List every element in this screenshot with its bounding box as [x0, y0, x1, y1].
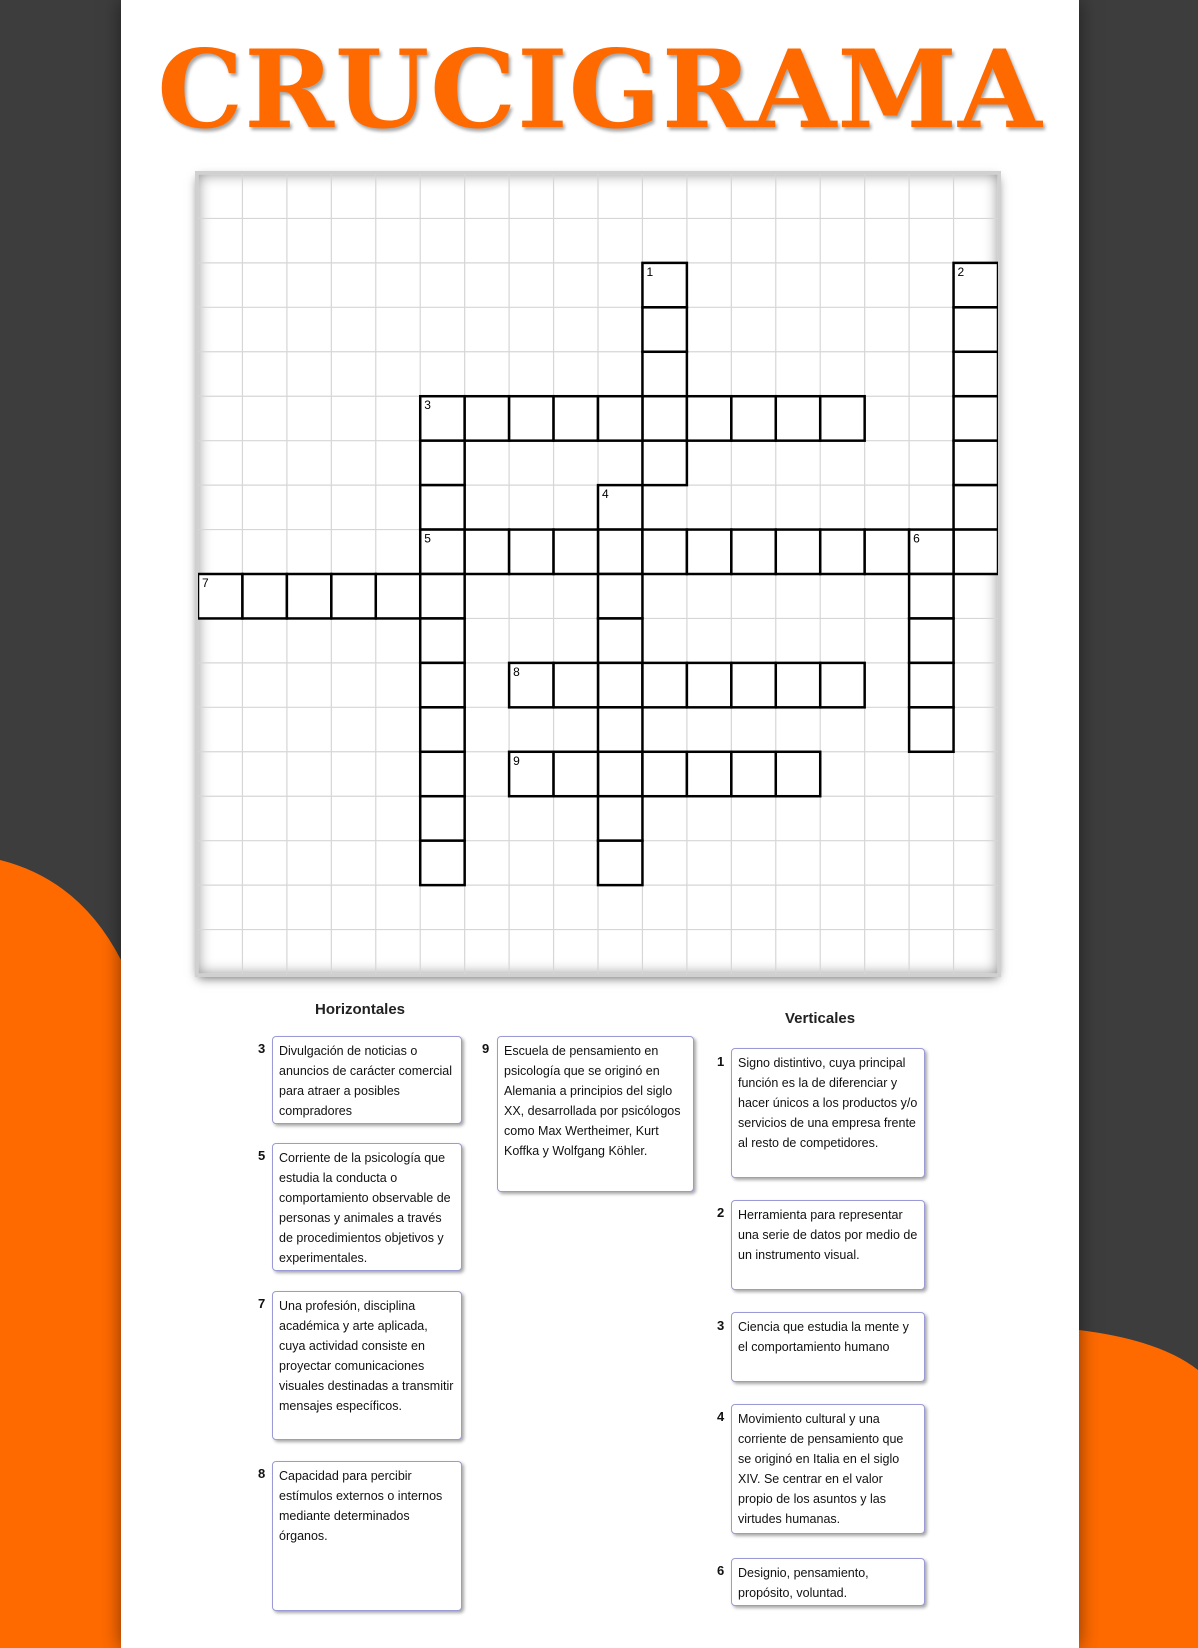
answer-cell[interactable] — [820, 530, 864, 574]
answer-cell[interactable] — [598, 574, 642, 618]
answer-cell[interactable] — [331, 574, 375, 618]
answer-cell[interactable] — [509, 530, 553, 574]
answer-cell[interactable] — [642, 663, 686, 707]
answer-cell[interactable] — [776, 663, 820, 707]
answer-cell[interactable] — [420, 752, 464, 796]
answer-cell[interactable] — [865, 530, 909, 574]
crossword-svg — [198, 174, 998, 974]
answer-cell[interactable] — [954, 441, 998, 485]
answer-cell[interactable] — [687, 752, 731, 796]
answer-cell[interactable] — [509, 396, 553, 440]
answer-cell[interactable] — [731, 530, 775, 574]
clue-number: 8 — [258, 1466, 266, 1481]
answer-cell[interactable] — [420, 663, 464, 707]
answer-cell[interactable] — [420, 796, 464, 840]
answer-cell[interactable] — [242, 574, 286, 618]
cell-number: 3 — [424, 398, 431, 413]
clue-number: 7 — [258, 1296, 266, 1311]
answer-cell[interactable] — [420, 441, 464, 485]
cell-number: 4 — [602, 487, 609, 502]
answer-cell[interactable] — [598, 752, 642, 796]
answer-cell[interactable] — [954, 530, 998, 574]
clue-number: 2 — [717, 1205, 725, 1220]
clue-number: 6 — [717, 1563, 725, 1578]
cell-number: 2 — [957, 264, 965, 279]
clue-across-9: Escuela de pensamiento en psicología que se originó en Alemania a principios del siglo XX, desarrollada por psicólogos como Max Wertheimer, Kurt Koffka y Wolfgang Köhler. — [497, 1036, 694, 1192]
answer-cell[interactable] — [598, 707, 642, 751]
answer-cell[interactable] — [909, 663, 953, 707]
answer-cell[interactable] — [420, 618, 464, 662]
answer-cell[interactable] — [465, 530, 509, 574]
answer-cell[interactable] — [554, 663, 598, 707]
cell-number: 5 — [424, 531, 431, 546]
clue-down-6: Designio, pensamiento, propósito, voluntad. — [731, 1558, 925, 1606]
crossword-grid — [198, 174, 998, 974]
answer-cell[interactable] — [954, 396, 998, 440]
answer-cell[interactable] — [420, 707, 464, 751]
clue-number: 5 — [258, 1148, 266, 1163]
answer-cell[interactable] — [376, 574, 420, 618]
clue-down-4: Movimiento cultural y una corriente de pensamiento que se originó en Italia en el siglo XIV. Se centrar en el valor propio de los asuntos y las virtudes humanas. — [731, 1404, 925, 1534]
answer-cell[interactable] — [598, 796, 642, 840]
page-title: CRUCIGRAMA — [157, 27, 1043, 153]
answer-cell[interactable] — [776, 530, 820, 574]
answer-cell[interactable] — [954, 352, 998, 396]
answer-cell[interactable] — [554, 396, 598, 440]
answer-cell[interactable] — [954, 485, 998, 529]
answer-cell[interactable] — [642, 307, 686, 351]
answer-cell[interactable] — [642, 352, 686, 396]
clue-across-7: Una profesión, disciplina académica y arte aplicada, cuya actividad consiste en proyectar comunicaciones visuales destinadas a transmitir mensajes específicos. — [272, 1291, 462, 1440]
clue-across-3: Divulgación de noticias o anuncios de carácter comercial para atraer a posibles compradores — [272, 1036, 462, 1124]
answer-cell[interactable] — [465, 396, 509, 440]
answer-cell[interactable] — [642, 752, 686, 796]
left-orange-wave — [0, 860, 121, 1648]
answer-cell[interactable] — [909, 707, 953, 751]
clue-across-5: Corriente de la psicología que estudia la conducta o comportamiento observable de personas y animales a través de procedimientos objetivos y experimentales. — [272, 1143, 462, 1271]
answer-cell[interactable] — [731, 752, 775, 796]
answer-cell[interactable] — [642, 441, 686, 485]
cell-number: 8 — [513, 664, 520, 679]
answer-cell[interactable] — [287, 574, 331, 618]
cell-number: 6 — [913, 531, 920, 546]
answer-cell[interactable] — [598, 841, 642, 885]
answer-cell[interactable] — [687, 396, 731, 440]
verticales-heading: Verticales — [785, 1010, 856, 1027]
right-orange-wave — [1079, 1330, 1198, 1648]
answer-cell[interactable] — [909, 574, 953, 618]
answer-cell[interactable] — [420, 574, 464, 618]
answer-cell[interactable] — [909, 618, 953, 662]
answer-cell[interactable] — [820, 396, 864, 440]
answer-cell[interactable] — [642, 530, 686, 574]
answer-cell[interactable] — [420, 841, 464, 885]
clue-number: 1 — [717, 1054, 725, 1069]
answer-cell[interactable] — [731, 663, 775, 707]
clue-across-8: Capacidad para percibir estímulos externos o internos mediante determinados órganos. — [272, 1461, 462, 1611]
answer-cell[interactable] — [642, 396, 686, 440]
answer-cell[interactable] — [776, 752, 820, 796]
answer-cell[interactable] — [554, 530, 598, 574]
clue-number: 3 — [258, 1041, 266, 1056]
answer-cell[interactable] — [776, 396, 820, 440]
answer-cell[interactable] — [687, 663, 731, 707]
answer-cell[interactable] — [954, 307, 998, 351]
clue-down-2: Herramienta para representar una serie de datos por medio de un instrumento visual. — [731, 1200, 925, 1290]
answer-cell[interactable] — [598, 663, 642, 707]
cell-number: 1 — [646, 264, 654, 279]
answer-cell[interactable] — [420, 485, 464, 529]
clue-number: 4 — [717, 1409, 725, 1424]
clue-number: 9 — [482, 1041, 490, 1056]
answer-cell[interactable] — [598, 396, 642, 440]
answer-cell[interactable] — [554, 752, 598, 796]
horizontales-heading: Horizontales — [315, 1001, 406, 1018]
answer-cell[interactable] — [687, 530, 731, 574]
answer-cell[interactable] — [598, 618, 642, 662]
answer-cell[interactable] — [598, 530, 642, 574]
answer-cell[interactable] — [731, 396, 775, 440]
answer-cell[interactable] — [820, 663, 864, 707]
cell-number: 9 — [513, 753, 520, 768]
clue-down-3: Ciencia que estudia la mente y el comportamiento humano — [731, 1312, 925, 1382]
clue-number: 3 — [717, 1318, 725, 1333]
clue-down-1: Signo distintivo, cuya principal función es la de diferenciar y hacer únicos a los productos y/o servicios de una empresa frente al resto de competidores. — [731, 1048, 925, 1178]
cell-number: 7 — [202, 576, 209, 590]
